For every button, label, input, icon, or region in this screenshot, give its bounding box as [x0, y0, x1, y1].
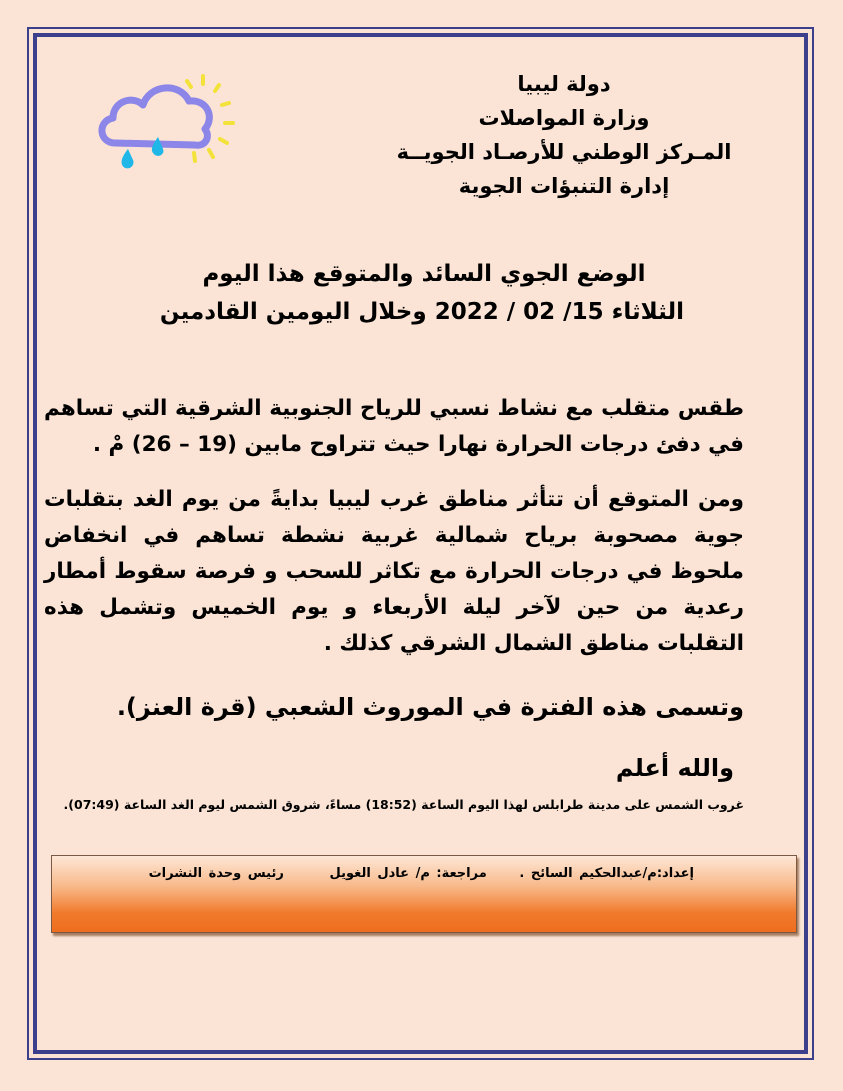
department-name: إدارة التنبؤات الجوية — [458, 174, 670, 198]
country-name: دولة ليبيا — [517, 72, 611, 96]
bulletin-title — [144, 255, 704, 331]
folk-name-line: وتسمى هذه الفترة في الموروث الشعبي (قرة العنز). — [116, 693, 744, 721]
ministry-name: وزارة المواصلات — [478, 106, 650, 130]
forecast-paragraph-2: ومن المتوقع أن تتأثر مناطق غرب ليبيا بدايةً من يوم الغد بتقلبات جوية مصحوبة برياح شمالية غربية نشطة تساهم في انخفاض ملحوظ في درجات الحرارة مع تكاثر للسحب و فرصة سقوط أمطار رعدية من حين لآخر ليلة الأربعاء و يوم الخميس وتشمل هذه التقلبات مناطق الشمال الشرقي كذلك . — [44, 487, 744, 656]
center-name: المـركز الوطني للأرصـاد الجويــة — [396, 140, 732, 164]
issuer-header — [394, 67, 734, 203]
forecast-paragraph-1: طقس متقلب مع نشاط نسبي للرياح الجنوبية الشرقية التي تساهم في دفئ درجات الحرارة نهارا حيث تتراوح مابين (19 – 26) مْ . — [44, 396, 744, 457]
title-line-2: الثلاثاء 15/ 02 / 2022 وخلال اليومين القادمين — [159, 299, 684, 325]
closing-line: والله أعلم — [615, 754, 734, 782]
sunset-sunrise-note: غروب الشمس على مدينة طرابلس لهذا اليوم الساعة (18:52) مساءً، شروق الشمس ليوم الغد الساعة (07:49). — [63, 797, 744, 812]
title-line-1: الوضع الجوي السائد والمتوقع هذا اليوم — [202, 261, 646, 287]
bulletin-page — [37, 37, 804, 1050]
footer-credits: إعداد:م/عبدالحكيم السائح . مراجعة: م/ عادل الغويل رئيس وحدة النشرات — [148, 866, 694, 881]
rain-cloud-sun-icon — [95, 73, 245, 173]
